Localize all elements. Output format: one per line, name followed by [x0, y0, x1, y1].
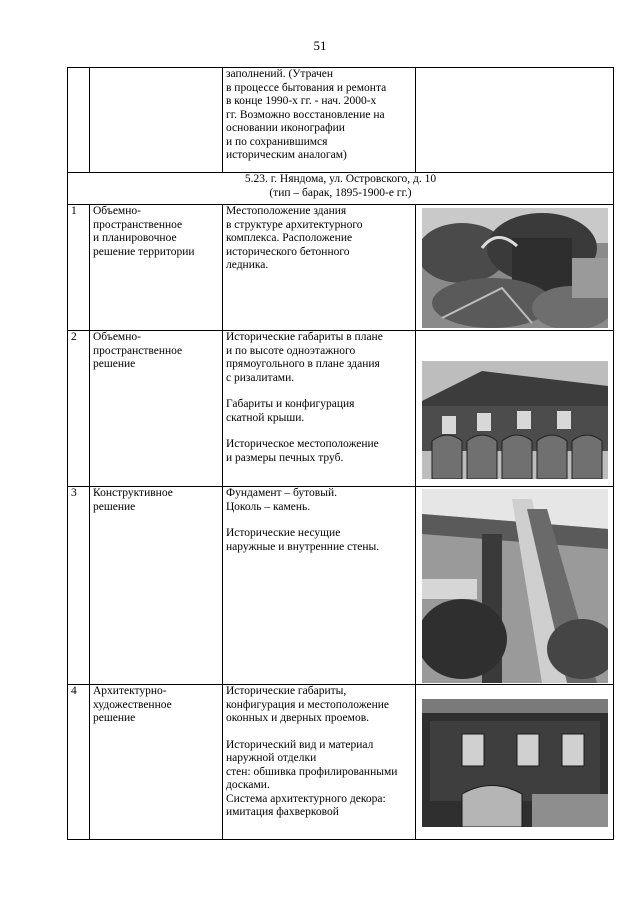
- row-category: Объемно- пространственное решение: [90, 331, 223, 487]
- row-photo-empty: [416, 68, 614, 173]
- table-row: [68, 205, 614, 331]
- paragraph: Исторические несущие наружные и внутренние стены.: [226, 527, 380, 553]
- paragraph: Местоположение здания в структуре архитектурного комплекса. Расположение исторического бетонного ледника.: [226, 205, 363, 271]
- photo-courtyard-trees: [422, 208, 608, 328]
- row-photo-cell: [416, 487, 614, 685]
- row-description: [223, 685, 416, 840]
- row-number: 2: [68, 331, 90, 487]
- row-category: Архитектурно- художественное решение: [90, 685, 223, 840]
- paragraph: Исторический вид и материал наружной отделки стен: обшивка профилированными досками. Система архитектурного декора: имитация фахверковой: [226, 738, 398, 818]
- row-number: 4: [68, 685, 90, 840]
- table-row: [68, 685, 614, 840]
- row-description: [223, 205, 416, 331]
- page-number: 51: [313, 38, 327, 53]
- row-photo-cell: [416, 331, 614, 487]
- heritage-table: [67, 67, 614, 840]
- paragraph: Исторические габариты в плане и по высоте одноэтажного прямоугольного в плане здания с ризалитами.: [226, 331, 383, 384]
- section-title: 5.23. г. Няндома, ул. Островского, д. 10: [244, 173, 437, 185]
- paragraph: Исторические габариты, конфигурация и местоположение оконных и дверных проемов.: [226, 685, 389, 724]
- row-category: Конструктивное решение: [90, 487, 223, 685]
- row-category: [90, 68, 223, 173]
- table-row: [68, 68, 614, 173]
- row-description: заполнений. (Утрачен в процессе бытования и ремонта в конце 1990-х гг. - нач. 2000-х гг. Возможно восстановление на основании иконографии и по сохранившимся историческим аналогам): [223, 68, 416, 173]
- paragraph: Историческое местоположение и размеры печных труб.: [226, 438, 379, 464]
- photo-facade-windows: [422, 699, 608, 827]
- photo-wooden-house-fence: [422, 361, 608, 479]
- table-row: [68, 487, 614, 685]
- photo-wall-detail: [422, 489, 608, 683]
- row-description: [223, 487, 416, 685]
- paragraph: Фундамент – бутовый. Цоколь – камень.: [226, 487, 337, 513]
- section-heading: [68, 173, 614, 205]
- section-heading-row: [68, 173, 614, 205]
- row-number: [68, 68, 90, 173]
- row-category: Объемно- пространственное и планировочное решение территории: [90, 205, 223, 331]
- table-row: [68, 331, 614, 487]
- row-photo-cell: [416, 685, 614, 840]
- row-number: 3: [68, 487, 90, 685]
- row-number: 1: [68, 205, 90, 331]
- row-description: [223, 331, 416, 487]
- paragraph: Габариты и конфигурация скатной крыши.: [226, 398, 355, 424]
- row-photo-cell: [416, 205, 614, 331]
- section-subtitle: (тип – барак, 1895-1900-е гг.): [269, 186, 412, 199]
